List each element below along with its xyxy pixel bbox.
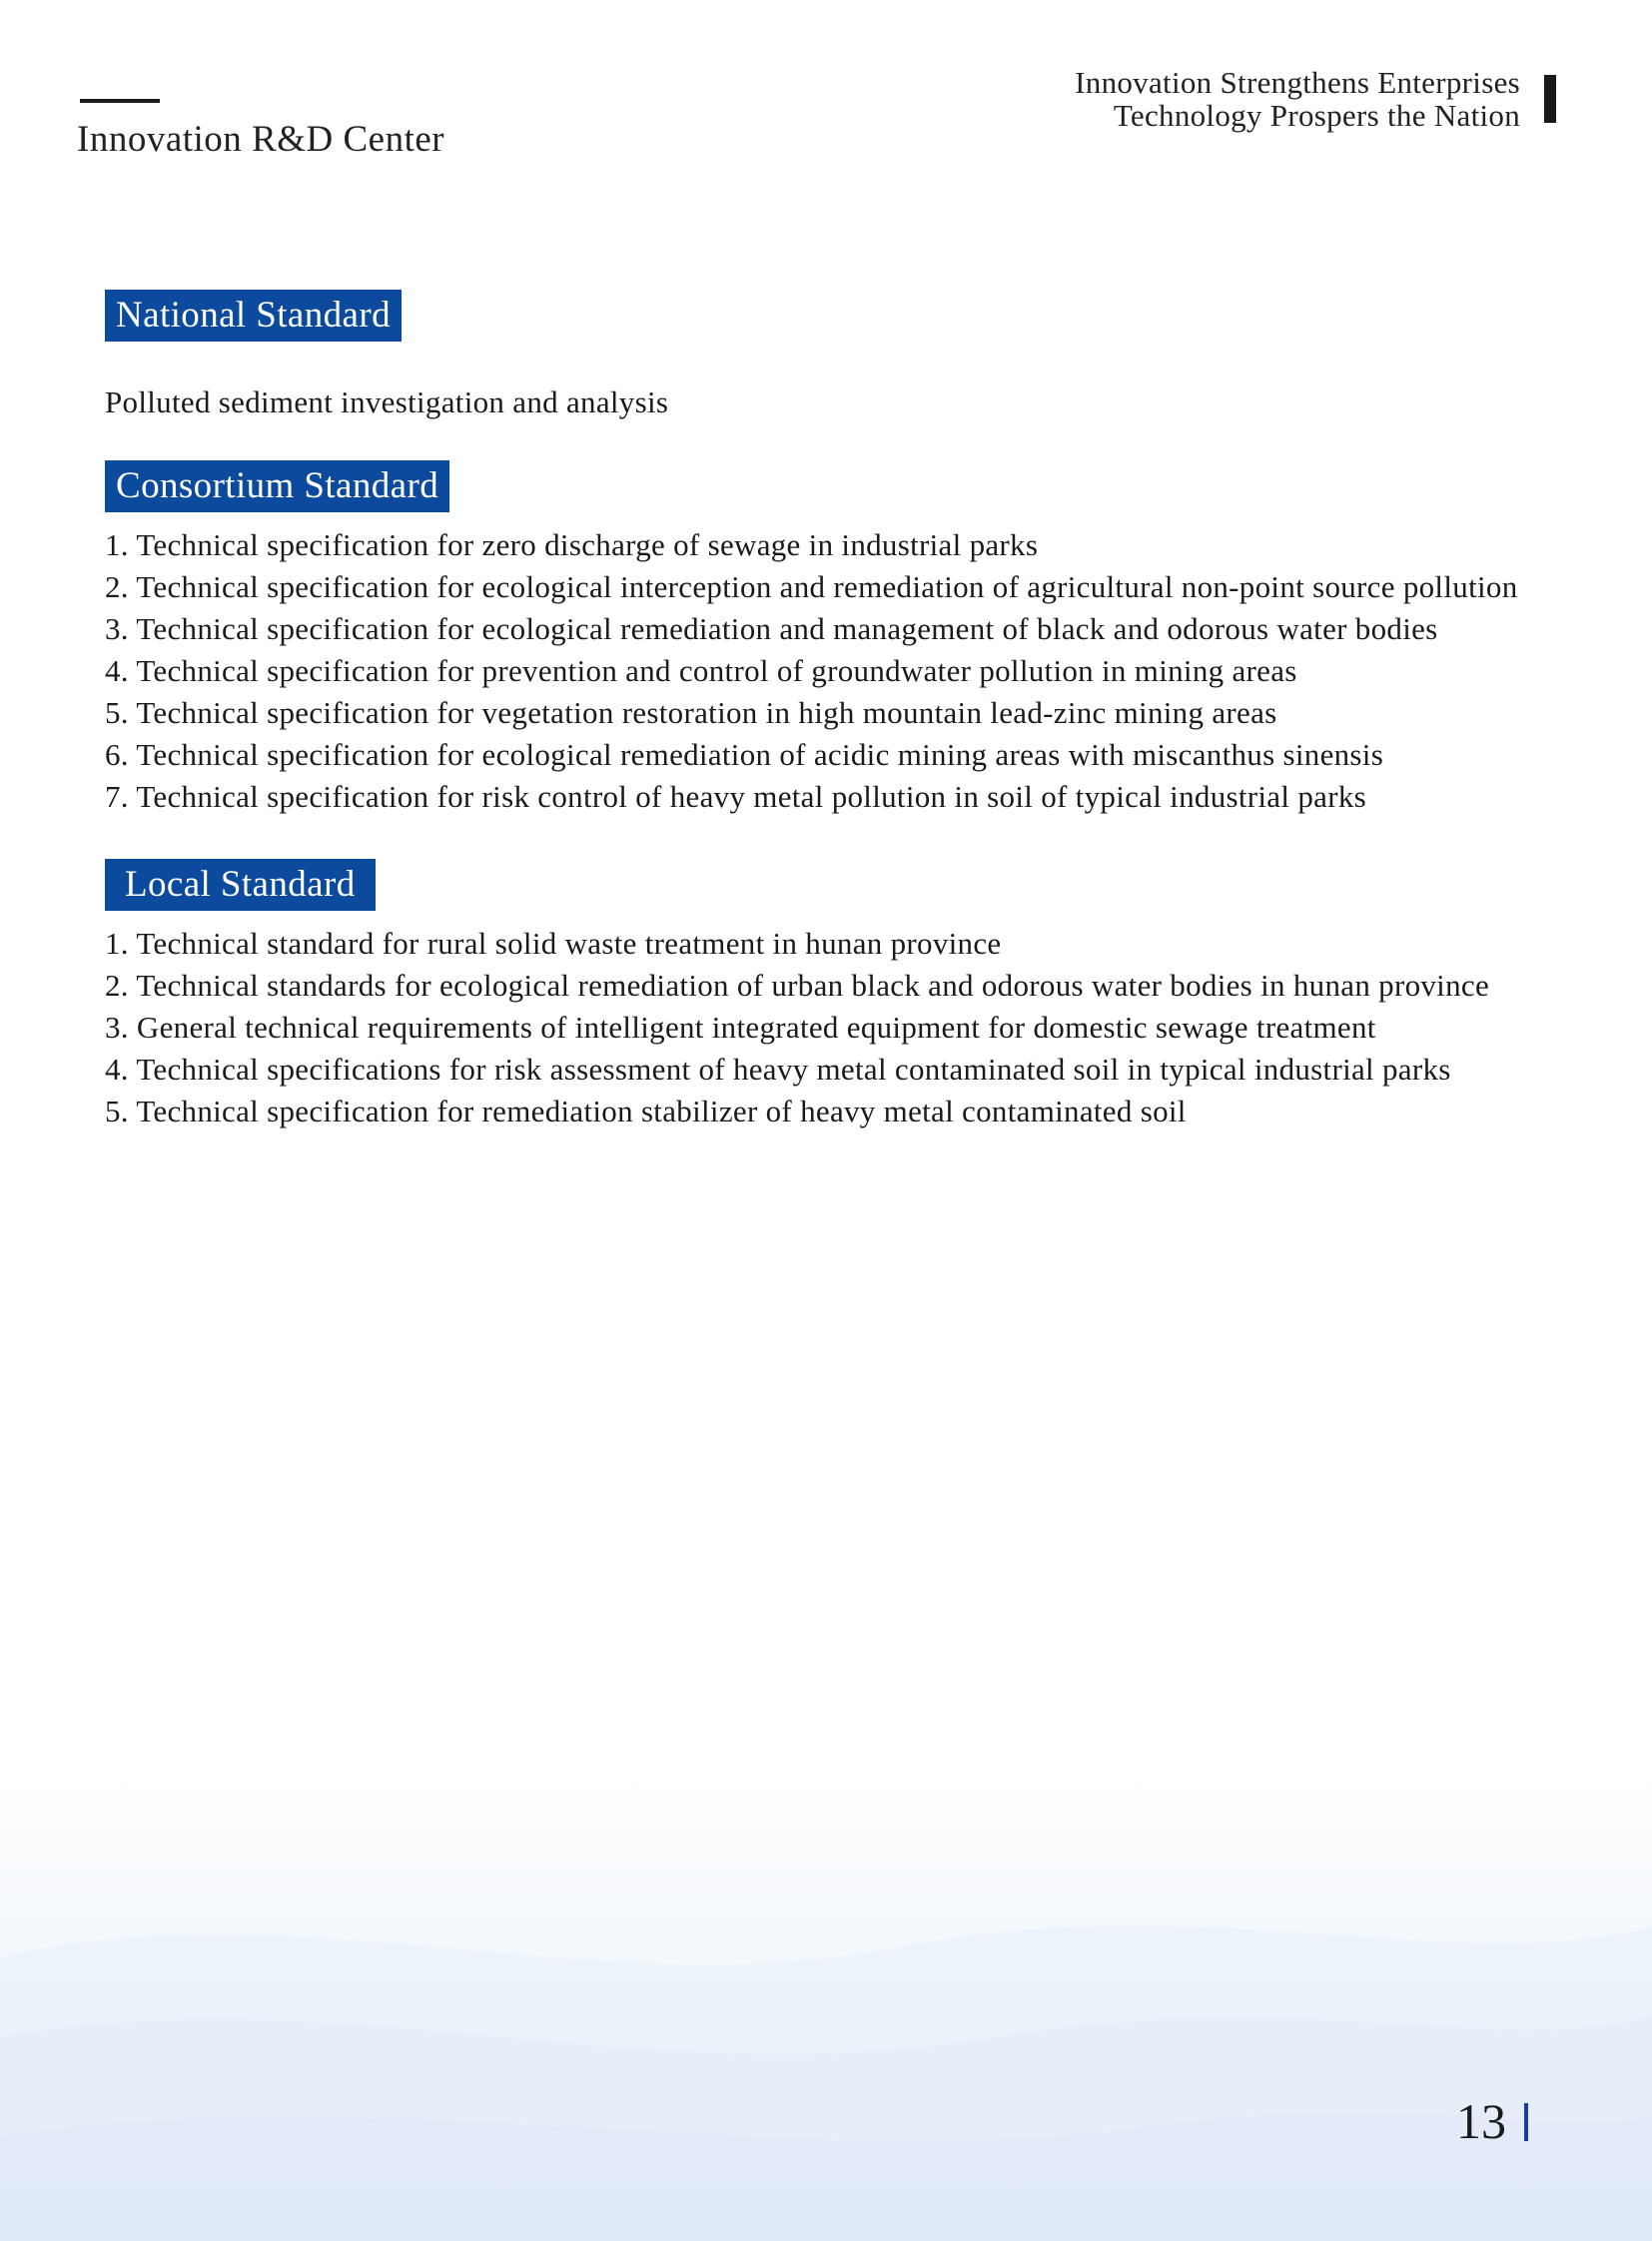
local-standard-item: 3. General technical requirements of intelligent integrated equipment for domestic sewage treatment (105, 1010, 1376, 1045)
standards-content (105, 290, 1573, 1134)
header-rule (80, 99, 160, 103)
consortium-standard-item: 7. Technical specification for risk control of heavy metal pollution in soil of typical industrial parks (105, 779, 1366, 814)
national-standard-section (105, 290, 1573, 420)
local-standard-item: 5. Technical specification for remediation stabilizer of heavy metal contaminated soil (105, 1094, 1187, 1128)
national-standard-item: Polluted sediment investigation and analysis (105, 384, 669, 419)
slogan-line-2: Technology Prospers the Nation (1113, 98, 1520, 133)
background-wave-decoration (0, 1778, 1652, 2241)
local-standard-item: 4. Technical specifications for risk assessment of heavy metal contaminated soil in typical industrial parks (105, 1052, 1451, 1087)
header-slogan (1075, 66, 1520, 132)
national-standard-label: National Standard (105, 290, 402, 342)
page-number: 13 (1456, 2093, 1506, 2149)
consortium-standard-item: 5. Technical specification for vegetation restoration in high mountain lead-zinc mining areas (105, 695, 1277, 730)
consortium-standard-list (105, 526, 1573, 815)
consortium-standard-item: 3. Technical specification for ecological remediation and management of black and odorous water bodies (105, 611, 1438, 646)
page-number-marker (1524, 2103, 1528, 2141)
local-standard-item: 1. Technical standard for rural solid waste treatment in hunan province (105, 926, 1002, 961)
consortium-standard-section (105, 460, 1573, 815)
local-standard-section (105, 859, 1573, 1129)
center-title: Innovation R&D Center (77, 119, 445, 160)
local-standard-label: Local Standard (105, 859, 376, 911)
consortium-standard-item: 1. Technical specification for zero discharge of sewage in industrial parks (105, 527, 1039, 562)
local-standard-item: 2. Technical standards for ecological remediation of urban black and odorous water bodies in hunan province (105, 968, 1490, 1003)
slogan-line-1: Innovation Strengthens Enterprises (1075, 65, 1520, 100)
consortium-standard-item: 4. Technical specification for prevention and control of groundwater pollution in mining areas (105, 653, 1297, 688)
consortium-standard-item: 2. Technical specification for ecological interception and remediation of agricultural non-point source pollution (105, 569, 1518, 604)
local-standard-list (105, 925, 1573, 1129)
consortium-standard-label: Consortium Standard (105, 460, 449, 512)
consortium-standard-item: 6. Technical specification for ecological remediation of acidic mining areas with miscanthus sinensis (105, 737, 1384, 772)
slogan-bar (1544, 75, 1556, 123)
